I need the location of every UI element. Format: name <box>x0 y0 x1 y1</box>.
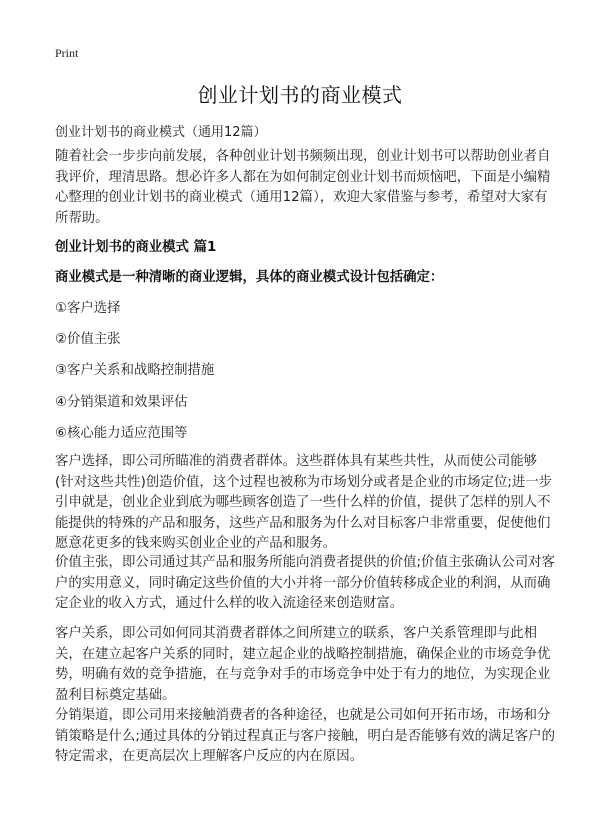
body-paragraph: 客户选择，即公司所瞄准的消费者群体。这些群体具有某些共性，从而使公司能够(针对这些共性)创造价值，这个过程也被称为市场划分或者是企业的市场定位;进一步引申就是，创业企业到底为哪些顾客创造了一些什么样的价值，提供了怎样的别人不能提供的特殊的产品和服务，这些产品和服务为什么对目标客户非常重要，促使他们愿意花更多的钱来购买创业企业的产品和服务。 <box>55 454 553 551</box>
body-paragraph: 客户关系，即公司如何同其消费者群体之间所建立的联系，客户关系管理即与此相关，在建立起客户关系的同时，建立起企业的战略控制措施，确保企业的市场竞争优势，明确有效的竞争措施，在与竞争对手的市场竞争中处于有力的地位，为实现企业盈利目标奠定基础。 <box>55 626 551 703</box>
body-paragraph: 价值主张，即公司通过其产品和服务所能向消费者提供的价值;价值主张确认公司对客户的实用意义，同时确定这些价值的大小并将一部分价值转移成企业的利润，从而确定企业的收入方式，通过什么样的收入流途径来创造财富。 <box>55 555 555 611</box>
page-title: 创业计划书的商业模式 <box>197 83 403 107</box>
lead-sentence: 商业模式是一种清晰的商业逻辑，具体的商业模式设计包括确定： <box>55 270 444 285</box>
intro-paragraph: 随着社会一步步向前发展，各种创业计划书频频出现，创业计划书可以帮助创业者自我评价，理清思路。想必许多人都在为如何制定创业计划书而烦恼吧，下面是小编精心整理的创业计划书的商业模式（通用12篇），欢迎大家借鉴与参考，希望对大家有所帮助。 <box>55 149 551 226</box>
list-item: ②价值主张 <box>55 332 121 347</box>
document-subtitle: 创业计划书的商业模式（通用12篇） <box>55 125 267 140</box>
list-item: ③客户关系和战略控制措施 <box>55 363 215 378</box>
section-heading: 创业计划书的商业模式 篇1 <box>55 240 217 255</box>
list-item: ④分销渠道和效果评估 <box>55 395 188 410</box>
print-link[interactable]: Print <box>55 46 79 60</box>
body-paragraph: 分销渠道，即公司用来接触消费者的各种途径，也就是公司如何开拓市场，市场和分销策略是什么;通过具体的分销过程真正与客户接触，明白是否能够有效的满足客户的特定需求，在更高层次上理解客户反应的内在原因。 <box>55 708 555 764</box>
list-item: ⑥核心能力适应范围等 <box>55 426 188 441</box>
list-item: ①客户选择 <box>55 301 121 316</box>
